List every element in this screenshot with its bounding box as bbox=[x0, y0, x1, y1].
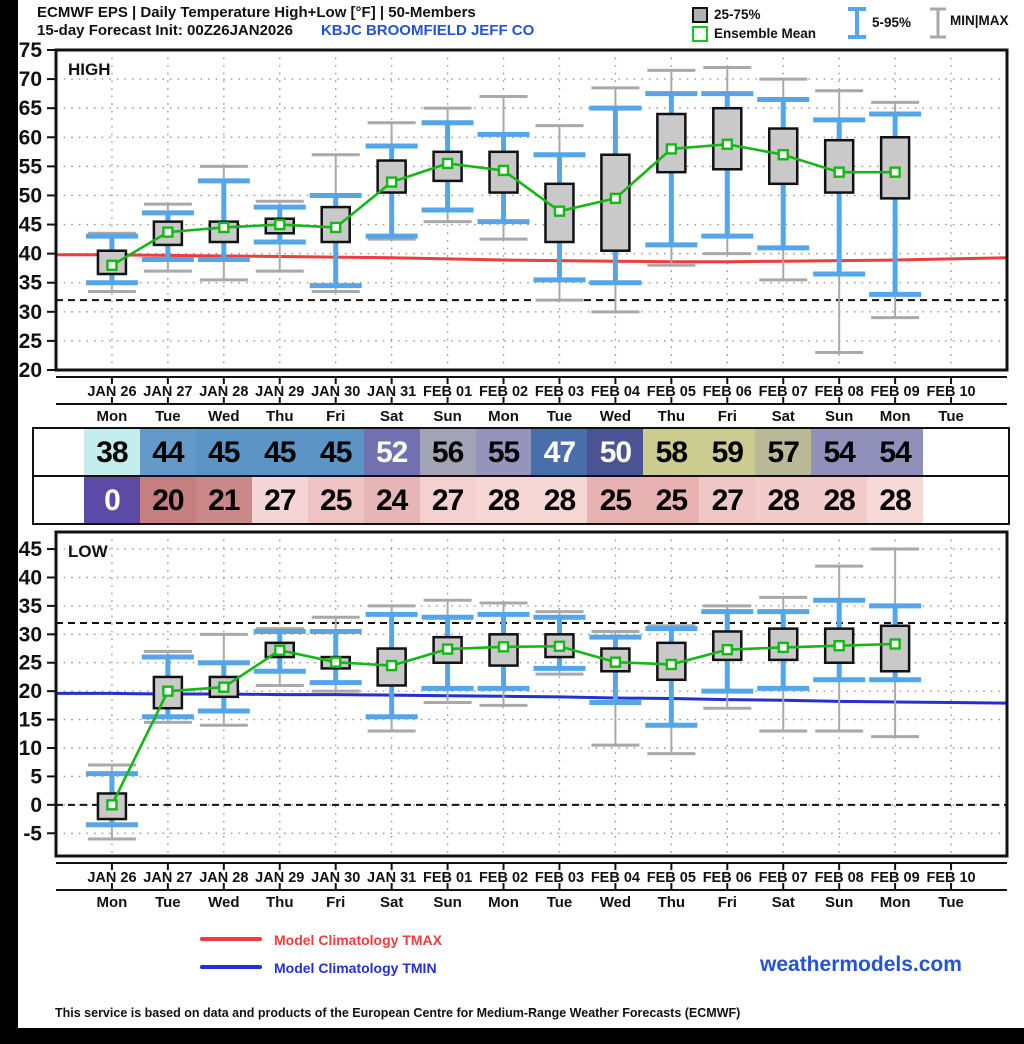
y-tick-label: 10 bbox=[18, 737, 42, 760]
climatology-line bbox=[56, 693, 1007, 703]
low-values-row bbox=[32, 475, 1010, 525]
ensemble-mean-marker bbox=[107, 800, 116, 809]
x-date-label: FEB 06 bbox=[702, 870, 752, 886]
chart-low bbox=[19, 532, 1007, 911]
ensemble-mean-marker bbox=[107, 261, 116, 270]
ensemble-mean-marker bbox=[387, 178, 396, 187]
box-25-75 bbox=[825, 140, 853, 192]
x-day-label: Tue bbox=[546, 408, 573, 425]
box-whisker-feb02 bbox=[478, 603, 530, 705]
low-temp-cell: 28 bbox=[811, 477, 867, 523]
box-whisker-feb04 bbox=[589, 631, 641, 745]
ensemble-mean-marker bbox=[891, 168, 900, 177]
y-tick-label: 20 bbox=[18, 680, 42, 704]
x-date-label: FEB 05 bbox=[646, 384, 696, 400]
x-day-label: Mon bbox=[488, 894, 519, 911]
low-temp-cell: 27 bbox=[699, 477, 755, 523]
x-date-label: JAN 28 bbox=[199, 384, 249, 400]
station-name: KBJC BROOMFIELD JEFF CO bbox=[320, 22, 535, 39]
box-whisker-feb05 bbox=[645, 70, 697, 265]
tmin-line-icon bbox=[200, 965, 262, 969]
ensemble-mean-marker bbox=[611, 194, 620, 203]
x-day-label: Fri bbox=[326, 894, 346, 911]
y-tick-label: 35 bbox=[18, 271, 42, 295]
high-temp-cell: 58 bbox=[643, 429, 699, 475]
ensemble-mean-marker bbox=[443, 645, 452, 654]
x-day-label: Tue bbox=[155, 894, 181, 911]
x-day-label: Thu bbox=[266, 894, 294, 911]
x-day-label: Mon bbox=[96, 408, 128, 425]
x-day-label: Tue bbox=[546, 894, 573, 911]
x-day-label: Thu bbox=[266, 408, 294, 425]
x-day-label: Mon bbox=[879, 894, 911, 911]
x-date-label: JAN 31 bbox=[367, 384, 417, 400]
x-date-label: FEB 05 bbox=[646, 870, 696, 886]
high-temp-cell: 54 bbox=[867, 429, 923, 475]
y-tick-label: 75 bbox=[18, 39, 42, 62]
x-date-label: FEB 08 bbox=[814, 870, 864, 886]
ensemble-mean-marker bbox=[275, 220, 284, 229]
chart-title-high: HIGH bbox=[68, 60, 111, 79]
x-day-label: Fri bbox=[326, 408, 346, 425]
ensemble-mean-marker bbox=[219, 223, 228, 232]
chart-title-low: LOW bbox=[68, 542, 108, 561]
x-day-label: Sun bbox=[825, 408, 854, 425]
y-tick-label: 25 bbox=[18, 329, 42, 353]
box-whisker-jan28 bbox=[198, 634, 250, 725]
x-date-label: FEB 08 bbox=[814, 384, 864, 400]
x-day-label: Thu bbox=[657, 894, 686, 911]
low-temp-cell: 28 bbox=[476, 477, 532, 523]
low-temp-cell: 20 bbox=[140, 477, 196, 523]
ensemble-mean-marker bbox=[555, 207, 564, 216]
x-day-label: Sat bbox=[771, 408, 795, 425]
ensemble-mean-marker bbox=[667, 660, 676, 669]
x-day-label: Tue bbox=[938, 894, 964, 911]
x-date-label: FEB 01 bbox=[423, 870, 473, 886]
x-date-label: FEB 04 bbox=[590, 870, 640, 886]
box-whisker-jan30 bbox=[310, 617, 362, 691]
ensemble-mean-marker bbox=[275, 646, 284, 655]
x-date-label: JAN 26 bbox=[87, 384, 137, 400]
y-tick-label: 25 bbox=[18, 651, 42, 675]
chart-high bbox=[19, 39, 1007, 425]
legend-box-label: 25-75% bbox=[714, 7, 761, 22]
x-date-label: FEB 01 bbox=[423, 384, 473, 400]
x-date-label: JAN 28 bbox=[199, 870, 249, 886]
low-temp-cell: 27 bbox=[252, 477, 308, 523]
low-temp-cell: 27 bbox=[420, 477, 476, 523]
x-date-label: FEB 07 bbox=[758, 870, 808, 886]
y-tick-label: 50 bbox=[18, 184, 42, 208]
ensemble-mean-marker bbox=[443, 159, 452, 168]
box-whisker-feb07 bbox=[757, 79, 809, 280]
x-date-label: JAN 29 bbox=[255, 870, 305, 886]
x-date-label: FEB 10 bbox=[926, 384, 976, 400]
low-temp-cell: 25 bbox=[643, 477, 699, 523]
x-date-label: JAN 30 bbox=[311, 384, 361, 400]
x-day-label: Thu bbox=[657, 408, 686, 425]
high-temp-cell: 45 bbox=[308, 429, 364, 475]
init-time-label: 15-day Forecast Init: 00Z26JAN2026 bbox=[37, 22, 293, 39]
x-day-label: Mon bbox=[488, 408, 519, 425]
y-tick-label: 60 bbox=[18, 126, 42, 150]
x-date-label: FEB 03 bbox=[534, 870, 585, 886]
box-whisker-feb05 bbox=[645, 626, 697, 754]
x-day-label: Tue bbox=[938, 408, 964, 425]
bottom-bar bbox=[0, 1028, 1024, 1044]
high-temp-cell: 54 bbox=[811, 429, 867, 475]
low-temp-cell: 25 bbox=[308, 477, 364, 523]
high-temp-cell: 45 bbox=[252, 429, 308, 475]
low-temp-cell: 25 bbox=[587, 477, 643, 523]
x-date-label: JAN 30 bbox=[311, 870, 361, 886]
high-temp-cell: 52 bbox=[364, 429, 420, 475]
x-date-label: JAN 27 bbox=[143, 870, 193, 886]
low-temp-cell: 28 bbox=[755, 477, 811, 523]
ensemble-mean-marker bbox=[779, 150, 788, 159]
y-tick-label: 20 bbox=[18, 359, 42, 382]
x-day-label: Wed bbox=[599, 408, 632, 425]
ensemble-mean-marker bbox=[331, 658, 340, 667]
y-tick-label: 30 bbox=[18, 623, 42, 647]
ensemble-mean-marker bbox=[891, 639, 900, 648]
box-whisker-feb08 bbox=[813, 91, 865, 353]
x-day-label: Fri bbox=[717, 894, 737, 911]
box-25-75 bbox=[657, 114, 685, 172]
y-tick-label: 45 bbox=[18, 213, 42, 237]
ensemble-mean-marker bbox=[163, 228, 172, 237]
y-tick-label: 45 bbox=[18, 538, 42, 562]
tmin-legend-label: Model Climatology TMIN bbox=[274, 960, 437, 976]
box-whisker-jan29 bbox=[254, 629, 306, 686]
x-day-label: Sat bbox=[379, 408, 404, 425]
high-temp-cell: 47 bbox=[531, 429, 587, 475]
weathermodels-link[interactable]: weathermodels.com bbox=[760, 953, 962, 976]
x-date-label: FEB 02 bbox=[478, 384, 529, 400]
low-temp-cell: 21 bbox=[196, 477, 252, 523]
ensemble-mean-marker bbox=[779, 643, 788, 652]
x-date-label: FEB 09 bbox=[870, 870, 920, 886]
x-day-label: Tue bbox=[155, 408, 181, 425]
box-whisker-feb06 bbox=[701, 606, 753, 708]
y-tick-label: 40 bbox=[18, 242, 42, 266]
y-tick-label: 40 bbox=[18, 566, 42, 590]
x-date-label: FEB 03 bbox=[534, 384, 585, 400]
ensemble-mean-marker bbox=[723, 140, 732, 149]
x-date-label: FEB 06 bbox=[702, 384, 752, 400]
ensemble-mean-marker bbox=[387, 661, 396, 670]
ensemble-mean-marker bbox=[611, 658, 620, 667]
y-tick-label: 65 bbox=[18, 97, 42, 121]
ensemble-mean-marker bbox=[499, 642, 508, 651]
ensemble-mean-marker bbox=[499, 166, 508, 175]
x-day-label: Sun bbox=[433, 894, 462, 911]
high-temp-cell: 59 bbox=[699, 429, 755, 475]
x-date-label: FEB 09 bbox=[870, 384, 920, 400]
footer-attribution: This service is based on data and products of the European Centre for Medium-Range Weather Forecasts (ECMWF) bbox=[55, 1006, 741, 1020]
ensemble-mean-marker bbox=[835, 168, 844, 177]
x-day-label: Wed bbox=[208, 408, 240, 425]
legend-minmax-label: MIN|MAX bbox=[950, 13, 1009, 28]
x-day-label: Mon bbox=[96, 894, 128, 911]
high-temp-cell: 38 bbox=[84, 429, 140, 475]
x-day-label: Wed bbox=[599, 894, 632, 911]
y-tick-label: 70 bbox=[18, 68, 42, 92]
low-temp-cell: 28 bbox=[867, 477, 923, 523]
box-whisker-jan29 bbox=[254, 201, 306, 271]
x-day-label: Wed bbox=[208, 894, 240, 911]
low-temp-cell: 0 bbox=[84, 477, 140, 523]
high-temp-cell: 45 bbox=[196, 429, 252, 475]
x-date-label: JAN 27 bbox=[143, 384, 193, 400]
ensemble-mean-marker bbox=[667, 144, 676, 153]
ensemble-mean-marker bbox=[723, 645, 732, 654]
legend-mean-label: Ensemble Mean bbox=[714, 26, 817, 41]
high-temp-cell: 57 bbox=[755, 429, 811, 475]
x-date-label: FEB 07 bbox=[758, 384, 808, 400]
box-whisker-feb07 bbox=[757, 597, 809, 731]
y-tick-label: 0 bbox=[30, 793, 42, 817]
y-tick-label: -5 bbox=[23, 822, 42, 846]
tmax-line-icon bbox=[200, 937, 262, 941]
high-temp-cell: 55 bbox=[476, 429, 532, 475]
box-whisker-feb06 bbox=[701, 67, 753, 253]
legend-5-95-label: 5-95% bbox=[872, 15, 912, 30]
y-tick-label: 15 bbox=[18, 708, 42, 732]
ensemble-mean-marker bbox=[219, 683, 228, 692]
ensemble-mean-marker bbox=[835, 641, 844, 650]
x-day-label: Sun bbox=[433, 408, 462, 425]
chart-title: ECMWF EPS | Daily Temperature High+Low [°F] | 50-Members bbox=[37, 4, 476, 21]
x-day-label: Fri bbox=[717, 408, 737, 425]
x-day-label: Sun bbox=[825, 894, 854, 911]
high-values-row bbox=[32, 427, 1010, 477]
ensemble-mean-marker bbox=[555, 642, 564, 651]
low-temp-cell: 28 bbox=[531, 477, 587, 523]
high-temp-cell: 44 bbox=[140, 429, 196, 475]
y-tick-label: 30 bbox=[18, 300, 42, 324]
x-date-label: FEB 04 bbox=[590, 384, 640, 400]
y-tick-label: 35 bbox=[18, 594, 42, 618]
high-temp-cell: 50 bbox=[587, 429, 643, 475]
low-temp-cell: 24 bbox=[364, 477, 420, 523]
x-day-label: Sat bbox=[379, 894, 404, 911]
y-tick-label: 5 bbox=[30, 765, 42, 789]
x-date-label: JAN 31 bbox=[367, 870, 417, 886]
high-temp-cell: 56 bbox=[420, 429, 476, 475]
plot-border bbox=[56, 50, 1007, 370]
x-date-label: JAN 26 bbox=[87, 870, 137, 886]
x-date-label: JAN 29 bbox=[255, 384, 305, 400]
ensemble-mean-marker bbox=[331, 223, 340, 232]
tmax-legend-label: Model Climatology TMAX bbox=[274, 932, 442, 948]
y-tick-label: 55 bbox=[18, 155, 42, 179]
x-date-label: FEB 02 bbox=[478, 870, 529, 886]
box-whisker-feb09 bbox=[869, 102, 921, 317]
ensemble-mean-marker bbox=[163, 687, 172, 696]
x-day-label: Mon bbox=[879, 408, 911, 425]
x-day-label: Sat bbox=[771, 894, 795, 911]
x-date-label: FEB 10 bbox=[926, 870, 976, 886]
